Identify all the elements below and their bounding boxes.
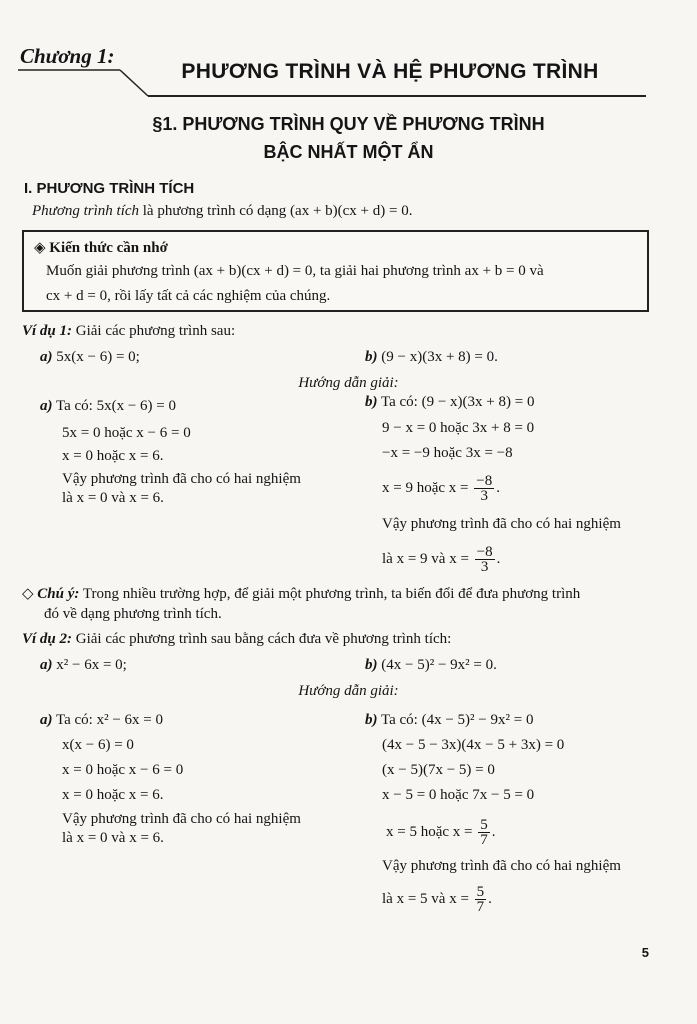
solution-2b-line: là x = 5 và x = $\frac{5}{7}$ . xyxy=(382,884,492,915)
note-label: Chú ý: xyxy=(37,586,80,602)
section-title-line1: §1. PHƯƠNG TRÌNH QUY VỀ PHƯƠNG TRÌNH xyxy=(152,114,545,134)
chapter-title: PHƯƠNG TRÌNH VÀ HỆ PHƯƠNG TRÌNH xyxy=(181,60,599,83)
item-label: b) xyxy=(365,712,378,728)
solution-1a-line: Vậy phương trình đã cho có hai nghiệm xyxy=(62,471,301,487)
solution-text: là x = 5 và x = xyxy=(382,890,469,907)
fraction-numerator: 5 xyxy=(476,884,485,900)
knowledge-box xyxy=(22,230,649,312)
note-line-1 xyxy=(22,585,580,603)
example-2-a xyxy=(40,656,127,674)
solution-1b-line: −x = −9 hoặc 3x = −8 xyxy=(382,445,513,461)
solution-1b-line: 9 − x = 0 hoặc 3x + 8 = 0 xyxy=(382,420,535,436)
solution-1b-line: là x = 9 và x = $\frac{-8}{3}$ . xyxy=(382,544,501,575)
solution-1a-line: 5x = 0 hoặc x − 6 = 0 xyxy=(62,425,191,441)
definition xyxy=(32,203,412,220)
fraction xyxy=(475,545,495,574)
diamond-icon: ◈ xyxy=(34,240,46,256)
definition-term: Phương trình tích xyxy=(32,203,140,219)
example-2-b xyxy=(365,656,497,674)
example-1-prompt xyxy=(22,322,235,340)
solution-1b-line: Vậy phương trình đã cho có hai nghiệm xyxy=(382,516,621,532)
example-2-label: Ví dụ 2: xyxy=(22,631,73,647)
solution-1a-line: là x = 0 và x = 6. xyxy=(62,490,164,506)
section-title-line2: BẬC NHẤT MỘT ẨN xyxy=(263,142,434,162)
note-diamond-icon: ◇ xyxy=(22,586,34,602)
solution-text: Ta có: 5x(x − 6) = 0 xyxy=(55,398,176,414)
item-label: a) xyxy=(40,657,53,673)
solution-1a-line: x = 0 hoặc x = 6. xyxy=(62,448,164,464)
chapter-label: Chương 1: xyxy=(20,44,115,68)
item-label: b) xyxy=(365,349,378,365)
knowledge-line-1: Muốn giải phương trình (ax + b)(cx + d) = 0, ta giải hai phương trình ax + b = 0 và xyxy=(46,263,544,279)
equation: (4x − 5)² − 9x² = 0. xyxy=(381,657,497,673)
solution-text: Ta có: x² − 6x = 0 xyxy=(55,712,163,728)
chapter-header-rule xyxy=(0,0,697,110)
solution-2a-line: x = 0 hoặc x − 6 = 0 xyxy=(62,762,184,778)
example-1-guide: Hướng dẫn giải: xyxy=(298,375,399,391)
solution-text: x = 5 hoặc x = xyxy=(386,823,473,840)
solution-1b-line xyxy=(365,393,534,411)
item-label: b) xyxy=(365,657,378,673)
solution-2a-line: là x = 0 và x = 6. xyxy=(62,830,164,846)
solution-2b-line xyxy=(365,711,533,729)
solution-1b-line: x = 9 hoặc x = $\frac{-8}{3}$ . xyxy=(382,473,500,504)
example-1-a xyxy=(40,348,140,366)
solution-1a-line xyxy=(40,397,176,415)
fraction xyxy=(478,818,490,847)
fraction-numerator: −8 xyxy=(476,544,493,560)
solution-2a-line: x(x − 6) = 0 xyxy=(62,737,134,753)
solution-2b-line: x = 5 hoặc x = $\frac{5}{7}$ . xyxy=(386,817,496,848)
equation: 5x(x − 6) = 0; xyxy=(56,349,140,365)
note-text: Trong nhiều trường hợp, để giải một phương trình, ta biến đổi để đưa phương trình xyxy=(79,586,581,602)
fraction-denominator: 3 xyxy=(480,488,488,504)
solution-2b-line: (x − 5)(7x − 5) = 0 xyxy=(382,762,495,778)
example-2-text: Giải các phương trình sau bằng cách đưa về phương trình tích: xyxy=(72,631,452,647)
knowledge-line-2: cx + d = 0, rồi lấy tất cả các nghiệm của chúng. xyxy=(46,288,331,304)
fraction xyxy=(475,885,487,914)
item-label: a) xyxy=(40,398,53,414)
solution-2b-line: (4x − 5 − 3x)(4x − 5 + 3x) = 0 xyxy=(382,737,565,753)
equation: x² − 6x = 0; xyxy=(56,657,127,673)
solution-2a-line xyxy=(40,711,163,729)
example-1-b xyxy=(365,348,498,366)
item-label: a) xyxy=(40,349,53,365)
definition-text: là phương trình có dạng (ax + b)(cx + d) = 0. xyxy=(139,203,413,219)
solution-2b-line: x − 5 = 0 hoặc 7x − 5 = 0 xyxy=(382,787,535,803)
knowledge-box-header xyxy=(34,238,168,257)
example-1-label: Ví dụ 1: xyxy=(22,323,73,339)
example-2-prompt xyxy=(22,630,451,648)
solution-text: x = 9 hoặc x = xyxy=(382,479,469,496)
item-label: a) xyxy=(40,712,53,728)
fraction-denominator: 7 xyxy=(480,832,488,848)
item-label: b) xyxy=(365,394,378,410)
equation: (9 − x)(3x + 8) = 0. xyxy=(381,349,498,365)
solution-text: Ta có: (4x − 5)² − 9x² = 0 xyxy=(380,712,534,728)
example-2-guide: Hướng dẫn giải: xyxy=(298,683,399,699)
example-1-text: Giải các phương trình sau: xyxy=(72,323,236,339)
solution-2a-line: Vậy phương trình đã cho có hai nghiệm xyxy=(62,811,301,827)
solution-2b-line: Vậy phương trình đã cho có hai nghiệm xyxy=(382,858,621,874)
fraction-denominator: 3 xyxy=(480,559,489,575)
knowledge-box-title: Kiến thức cần nhớ xyxy=(49,240,168,256)
fraction-numerator: 5 xyxy=(480,817,488,833)
fraction-denominator: 7 xyxy=(476,899,485,915)
fraction-numerator: −8 xyxy=(476,473,493,489)
fraction xyxy=(474,474,494,503)
solution-2a-line: x = 0 hoặc x = 6. xyxy=(62,787,164,803)
page-number: 5 xyxy=(641,945,649,960)
note-line-2: đó về dạng phương trình tích. xyxy=(44,606,222,622)
part-heading: I. PHƯƠNG TRÌNH TÍCH xyxy=(24,180,195,197)
solution-text: là x = 9 và x = xyxy=(382,550,469,567)
solution-text: Ta có: (9 − x)(3x + 8) = 0 xyxy=(380,394,535,410)
